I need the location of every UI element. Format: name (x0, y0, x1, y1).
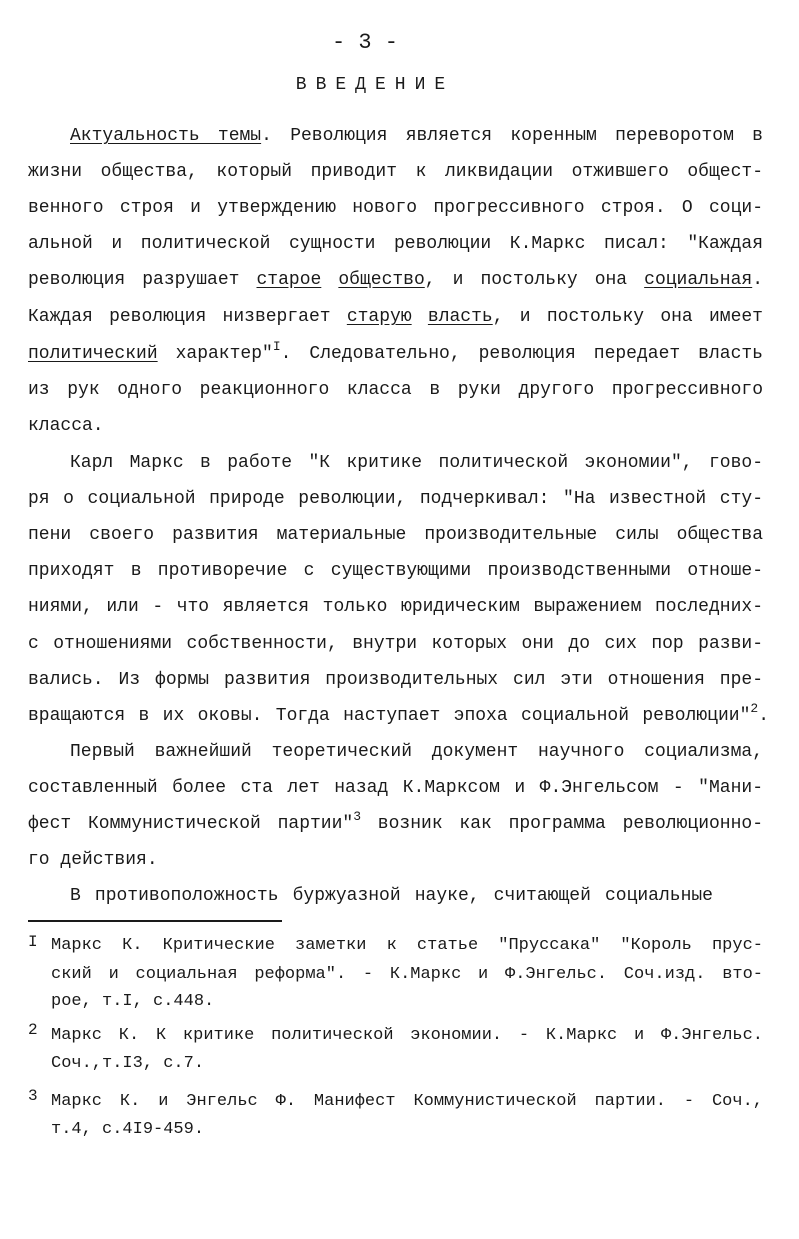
page-number: - 3 - (331, 30, 398, 55)
footnote-mark: 2 (28, 1021, 38, 1039)
underlined-phrase: политический (28, 344, 158, 364)
text-line: Карл Маркс в работе "К критике политической экономии", гово- (70, 453, 763, 473)
text-line: жизни общества, который приводит к ликвидации отжившего общест- (28, 162, 763, 182)
text-line: вращаются в их оковы. Тогда наступает эпоха социальной революции"$^2$. (28, 701, 769, 726)
footnote-ref: I (272, 339, 281, 354)
text-line: ниями, или - что является только юридическим выражением последних- (28, 597, 763, 617)
text-line: вались. Из формы развития производительных сил эти отношения пре- (28, 670, 763, 690)
underlined-phrase: власть (427, 307, 493, 327)
text-line: фест Коммунистической партии"$^3$ возник как программа революционно- (28, 809, 763, 834)
footnote-mark: 3 (28, 1087, 38, 1105)
text-line: политический характер"$^I$. Следовательно, революция передает власть (28, 339, 763, 364)
footnote-line: т.4, с.4I9-459. (51, 1120, 205, 1139)
underlined-phrase: старое (256, 270, 322, 290)
text-line: из рук одного реакционного класса в руки другого прогрессивного (28, 380, 763, 400)
footnote-line: Маркс К. Критические заметки к статье "Пруссака" "Король прус- (51, 936, 763, 955)
underlined-phrase: старую (346, 307, 412, 327)
footnote-line: Маркс К. и Энгельс Ф. Манифест Коммунистической партии. - Соч., (51, 1092, 763, 1111)
text-line: пени своего развития материальные производительные силы общества (28, 525, 763, 545)
footnote-line: рое, т.I, с.448. (51, 992, 215, 1011)
underlined-phrase: общество (338, 270, 425, 290)
text-line: составленный более ста лет назад К.Марксом и Ф.Энгельсом - "Мани- (28, 778, 763, 798)
text-line: революция разрушает старое общество, и постольку она социальная. (28, 270, 763, 290)
footnote (28, 1023, 763, 1073)
text-line: класса. (28, 416, 104, 436)
text-line: Каждая революция низвергает старую власть, и постольку она имеет (28, 307, 763, 327)
footnote-ref: 3 (353, 809, 362, 824)
text-line: венного строя и утверждению нового прогрессивного строя. О соци- (28, 198, 763, 218)
footnote (28, 933, 763, 1011)
footnote-separator (28, 920, 282, 922)
footnote-mark: I (28, 933, 38, 951)
text-line: Актуальность темы. Революция является коренным переворотом в (70, 126, 763, 146)
underlined-phrase: социальная (644, 270, 753, 290)
text-line: альной и политической сущности революции К.Маркс писал: "Каждая (28, 234, 763, 254)
footnote-line: Маркс К. К критике политической экономии. - К.Маркс и Ф.Энгельс. (51, 1026, 763, 1045)
text-line: В противоположность буржуазной науке, считающей социальные (70, 886, 713, 906)
footnote-line: Соч.,т.I3, с.7. (51, 1054, 205, 1073)
text-line: Первый важнейший теоретический документ научного социализма, (70, 742, 763, 762)
footnote (28, 1089, 763, 1139)
text-line: приходят в противоречие с существующими производственными отноше- (28, 561, 763, 581)
text-line: го действия. (28, 850, 158, 870)
underlined-phrase: Актуальность темы (70, 126, 262, 146)
text-line: ря о социальной природе революции, подчеркивал: "На известной сту- (28, 489, 763, 509)
footnote-line: ский и социальная реформа". - К.Маркс и Ф.Энгельс. Соч.изд. вто- (51, 965, 763, 984)
section-heading: ВВЕДЕНИЕ (295, 75, 455, 95)
footnote-ref: 2 (750, 701, 759, 716)
text-line: с отношениями собственности, внутри которых они до сих пор разви- (28, 634, 763, 654)
